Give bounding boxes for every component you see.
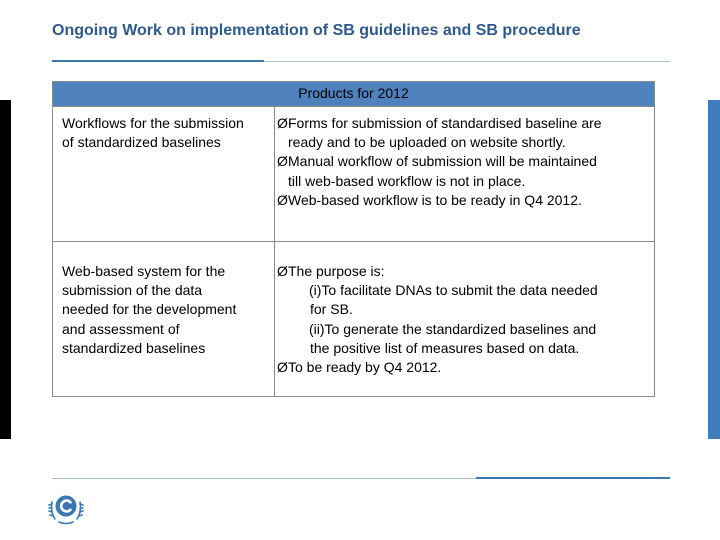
bullet-text: (i)To facilitate DNAs to submit the data needed bbox=[309, 282, 598, 299]
row-1-item-line: of standardized baselines bbox=[62, 134, 221, 151]
bullet-line bbox=[277, 320, 650, 339]
row-2-item-line: standardized baselines bbox=[62, 339, 206, 356]
bullet-text: for SB. bbox=[310, 301, 353, 318]
row-2-details bbox=[275, 242, 655, 397]
bullet-line bbox=[277, 358, 650, 377]
bullet-line bbox=[277, 133, 650, 152]
left-edge-bar bbox=[0, 100, 11, 439]
bullet-line bbox=[277, 152, 650, 171]
bullet-text: Web-based workflow is to be ready in Q4 2012. bbox=[288, 191, 582, 208]
bullet-line bbox=[277, 281, 650, 300]
bottom-divider-accent bbox=[476, 477, 670, 479]
row-1-details bbox=[275, 107, 655, 242]
products-table bbox=[52, 81, 655, 397]
row-2-item bbox=[53, 242, 275, 397]
table-row bbox=[53, 107, 655, 242]
slide-title: Ongoing Work on implementation of SB guidelines and SB procedure bbox=[52, 22, 581, 39]
row-1-item bbox=[53, 107, 275, 242]
arrow-bullet-icon: Ø bbox=[277, 153, 288, 170]
arrow-bullet-icon: Ø bbox=[277, 191, 288, 208]
table-row bbox=[53, 242, 655, 397]
unfccc-logo-icon bbox=[47, 489, 85, 527]
arrow-bullet-icon: Ø bbox=[277, 115, 288, 131]
row-1-item-line: Workflows for the submission bbox=[62, 115, 244, 131]
bullet-line bbox=[277, 262, 650, 281]
row-2-item-line: needed for the development bbox=[62, 301, 237, 318]
top-divider-accent bbox=[52, 60, 264, 62]
bullet-text: the positive list of measures based on data. bbox=[310, 339, 580, 356]
bullet-line bbox=[277, 300, 650, 319]
table-header: Products for 2012 bbox=[53, 82, 655, 107]
arrow-bullet-icon: Ø bbox=[277, 263, 288, 279]
right-edge-bar bbox=[708, 100, 720, 439]
bullet-text: The purpose is: bbox=[288, 263, 385, 279]
row-2-item-line: and assessment of bbox=[62, 320, 180, 337]
arrow-bullet-icon: Ø bbox=[277, 359, 288, 376]
bullet-text: To be ready by Q4 2012. bbox=[288, 359, 442, 376]
bullet-line bbox=[277, 339, 650, 358]
bullet-text: Forms for submission of standardised baseline are bbox=[288, 115, 602, 131]
bullet-text: ready and to be uploaded on website shortly. bbox=[288, 134, 566, 151]
bullet-line bbox=[277, 114, 650, 133]
bullet-text: till web-based workflow is not in place. bbox=[288, 172, 526, 189]
bullet-text: (ii)To generate the standardized baselines and bbox=[309, 320, 597, 337]
bullet-line bbox=[277, 172, 650, 191]
row-2-item-line: submission of the data bbox=[62, 282, 203, 299]
bullet-text: Manual workflow of submission will be maintained bbox=[288, 153, 597, 170]
bullet-line bbox=[277, 191, 650, 210]
row-2-item-line: Web-based system for the bbox=[62, 263, 226, 279]
